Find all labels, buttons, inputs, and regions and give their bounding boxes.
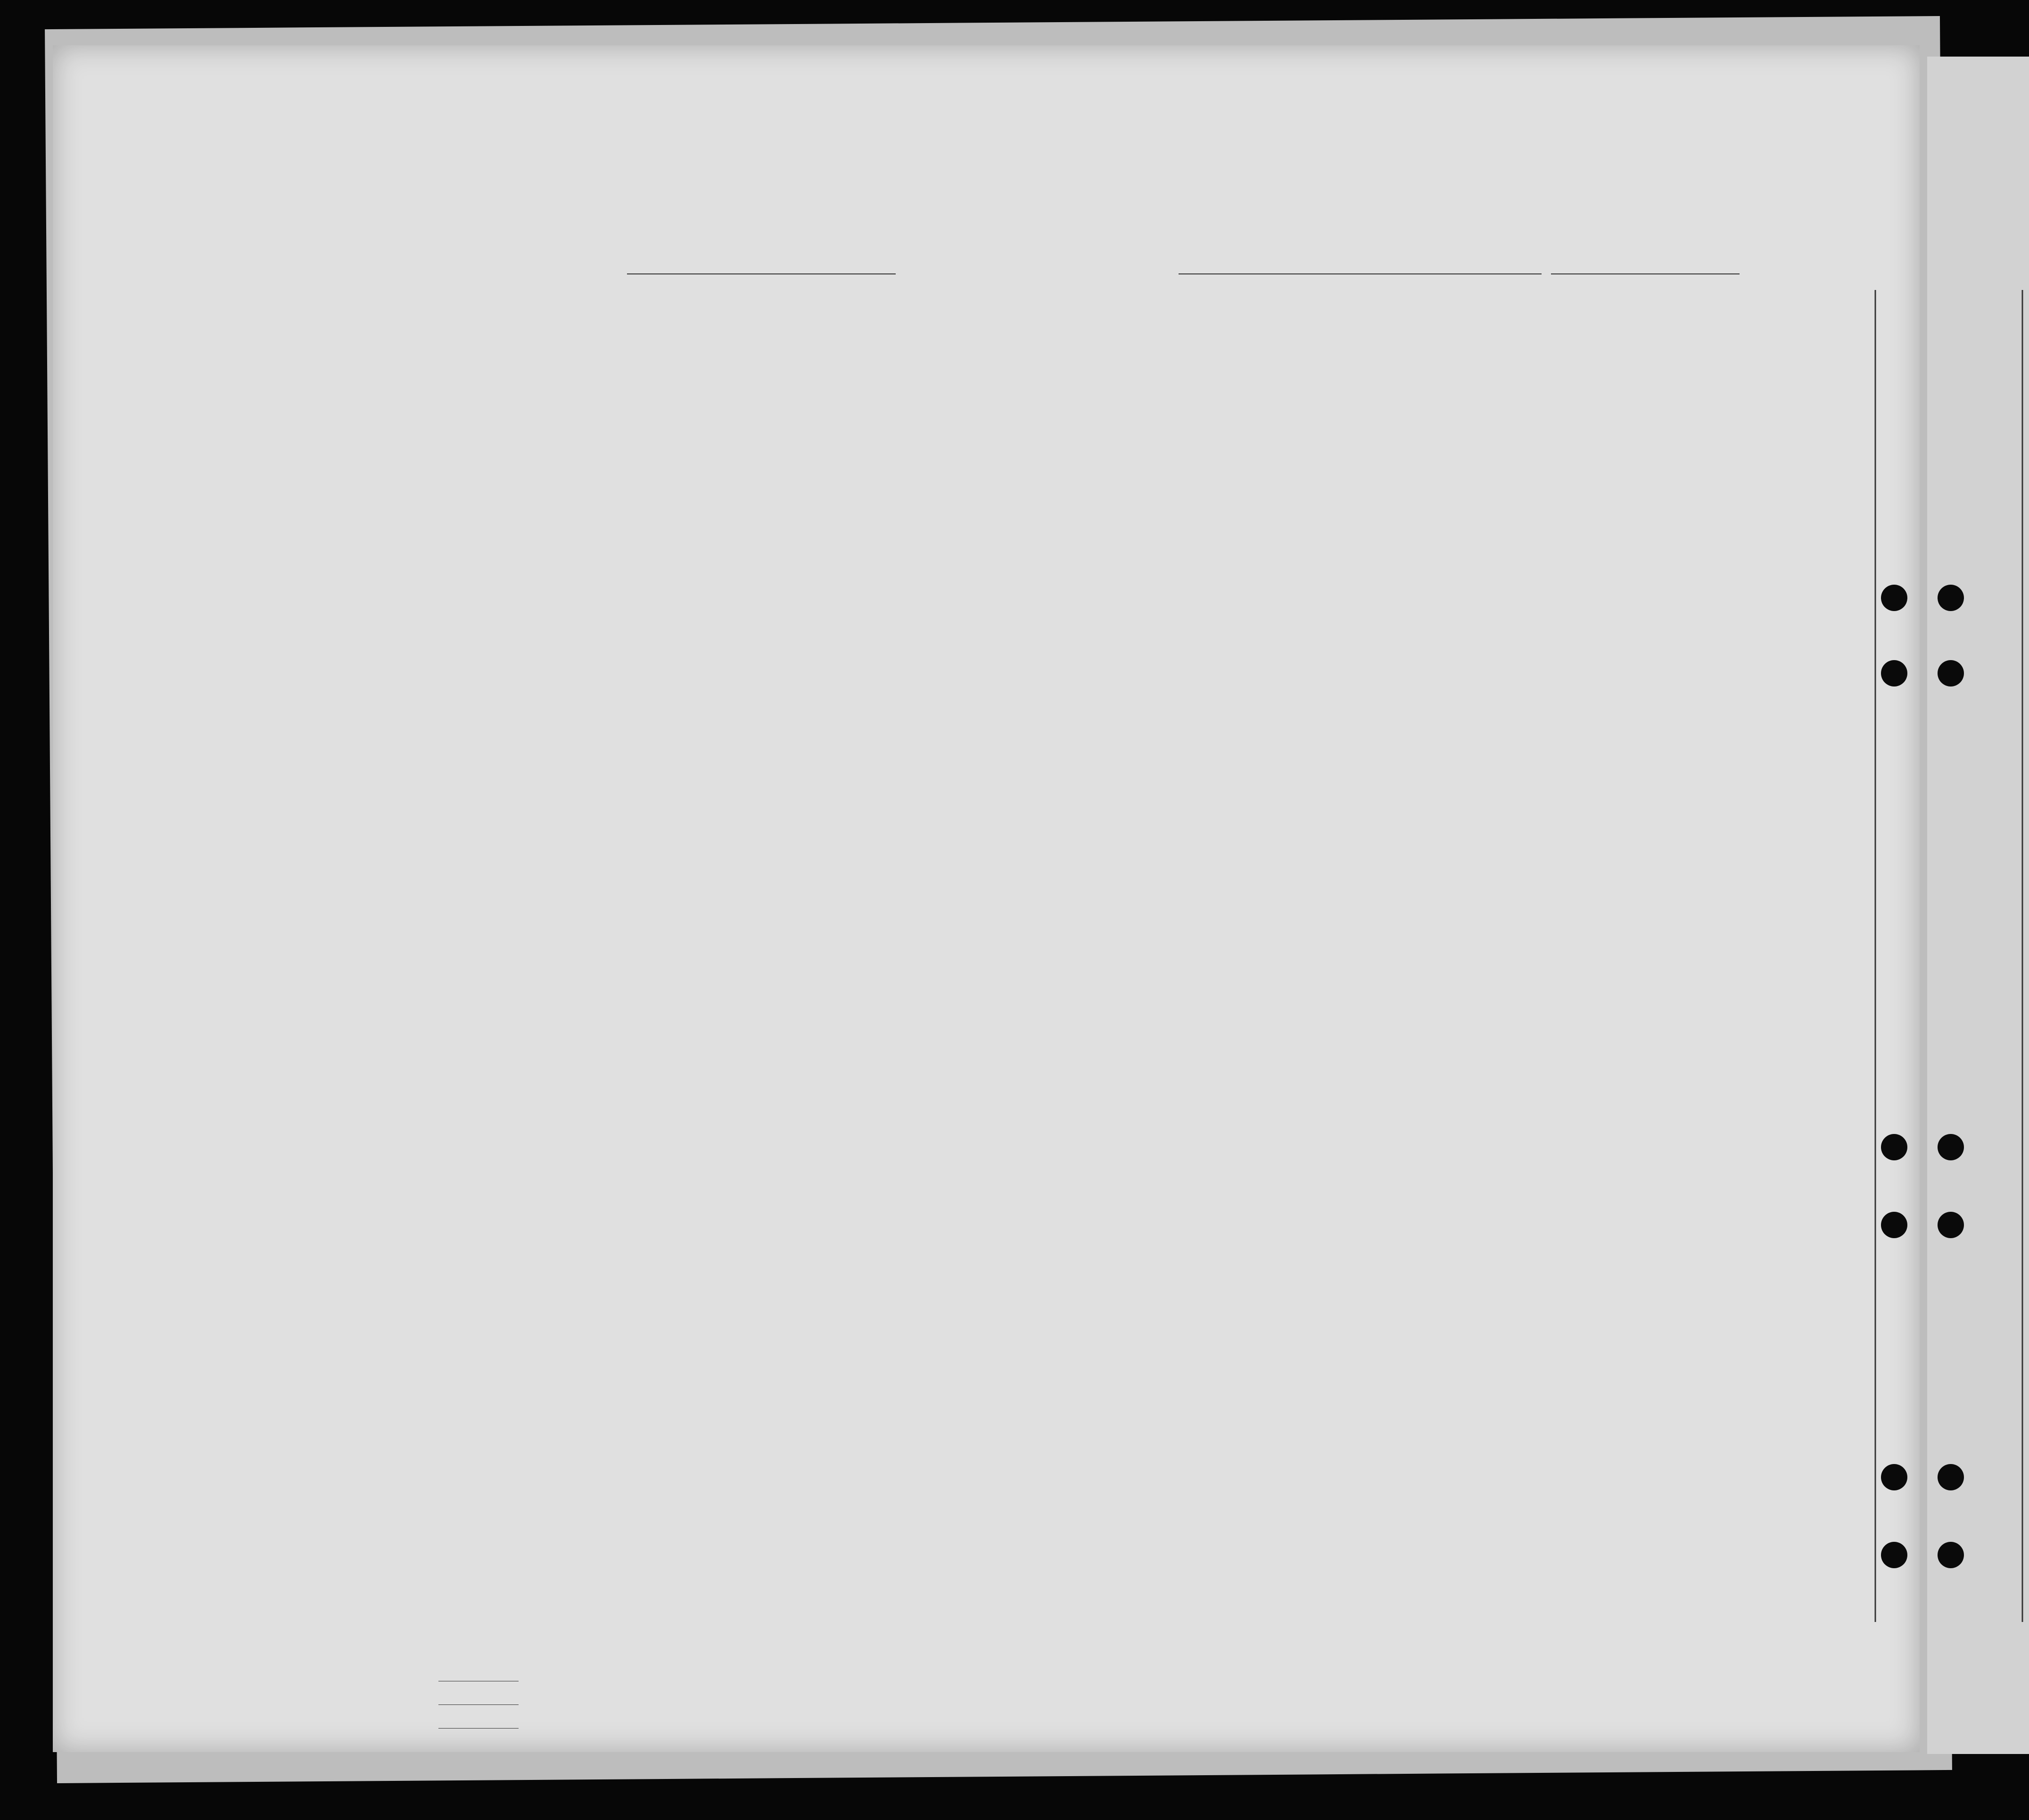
punch-hole [1938,585,1964,611]
aliens-line [438,1728,519,1729]
punch-hole [1938,660,1964,687]
punch-hole [1881,1212,1907,1238]
punch-hole [1938,1134,1964,1160]
punch-hole [1938,1212,1964,1238]
punch-hole [1938,1464,1964,1490]
punch-hole [1881,660,1907,687]
us-citizens-line [438,1704,519,1705]
punch-hole [1881,1464,1907,1490]
punch-hole [1881,585,1907,611]
punch-hole [1881,1134,1907,1160]
punch-hole [1881,1542,1907,1568]
punch-hole [1938,1542,1964,1568]
